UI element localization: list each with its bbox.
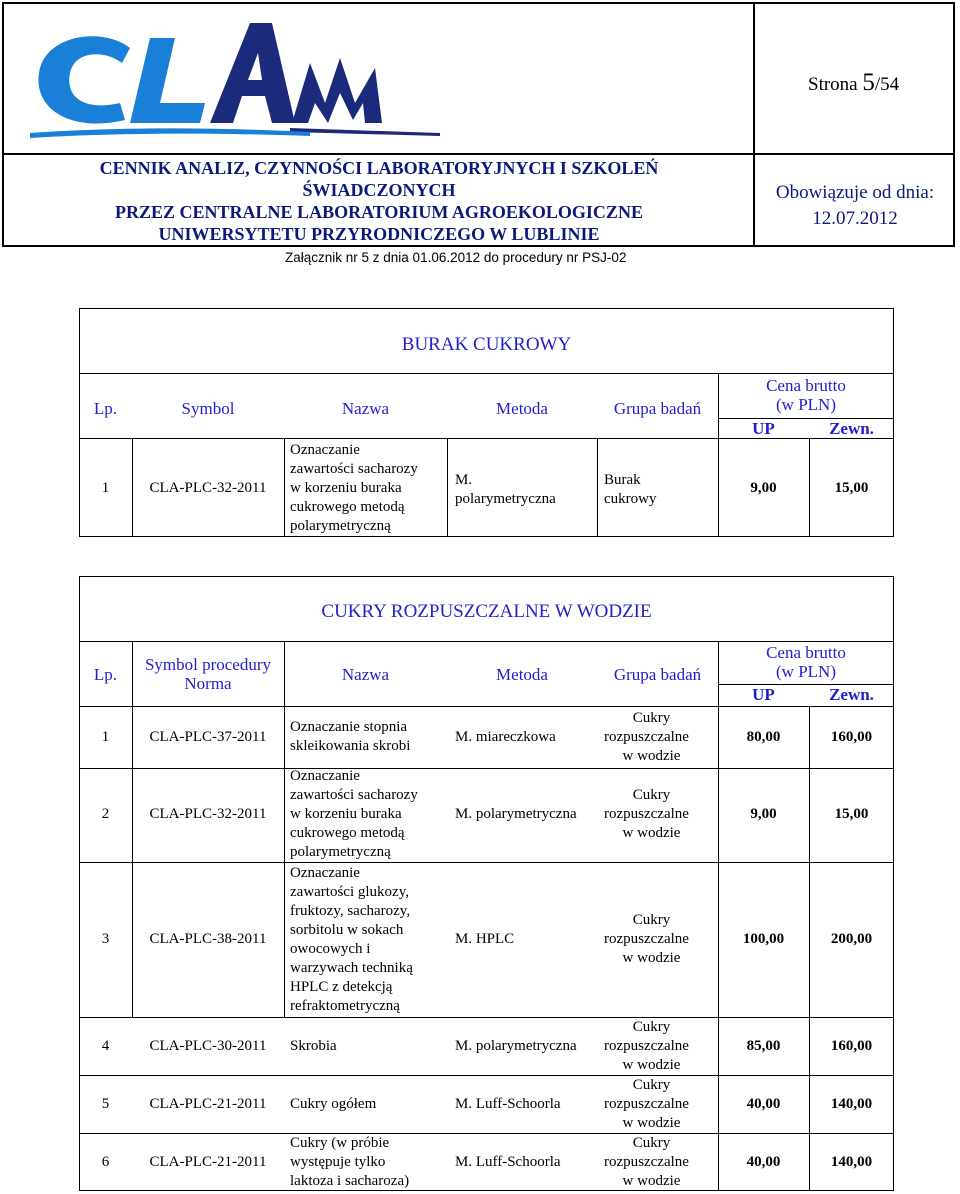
valid-from: Obowiązuje od dnia: 12.07.2012 (775, 182, 935, 229)
table-row-symbol: CLA-PLC-37-2011 (149, 729, 267, 745)
table-row-zewn: 200,00 (830, 931, 873, 947)
table2-title: CUKRY ROZPUSZCZALNE W WODZIE (321, 601, 652, 622)
cla-logo (10, 8, 450, 148)
table-row-grupa: Cukry rozpuszczalne w wodzie (604, 710, 689, 764)
table2-header-metoda: Metoda (496, 665, 548, 684)
table-row-metoda: M. Luff-Schoorla (455, 1154, 561, 1170)
table1-header-grupa: Grupa badań (613, 399, 702, 418)
table1-header-nazwa: Nazwa (341, 399, 390, 418)
svg-text:CLA: CLA (10, 8, 12, 9)
table-row-nazwa: Oznaczanie zawartości glukozy, fruktozy, sacharozy, sorbitolu w sokach owocowych i warzywach techniką HPLC z detekcją refraktometryczną (290, 865, 413, 1014)
table1-header-symbol: Symbol (181, 399, 235, 418)
table1-header-lp: Lp. (93, 399, 118, 418)
table-row-nazwa: Cukry (w próbie występuje tylko laktoza i sacharoza) (290, 1135, 410, 1189)
table-row-zewn: 160,00 (830, 729, 873, 745)
table-row-nazwa: Cukry ogółem (290, 1096, 377, 1112)
table-row-metoda: M. miareczkowa (455, 729, 556, 745)
table-row-grupa: Cukry rozpuszczalne w wodzie (604, 1077, 689, 1131)
page-number: Strona 5/54 (808, 69, 900, 96)
table2-header-grupa: Grupa badań (613, 665, 702, 684)
table2-header-symbol: Symbol procedury Norma (144, 655, 272, 693)
table1-header-up: UP (752, 419, 775, 438)
table-row: 1 (101, 729, 110, 745)
table-row-nazwa: Oznaczanie zawartości sacharozy w korzeniu buraka cukrowego metodą polarymetryczną (290, 768, 418, 860)
table1-header-cena: Cena brutto (w PLN) (766, 376, 846, 414)
table-row-grupa: Cukry rozpuszczalne w wodzie (604, 787, 689, 841)
table-row-up: 80,00 (746, 729, 781, 745)
table1-row-grupa: Burak cukrowy (604, 472, 657, 507)
table-row-up: 40,00 (746, 1096, 781, 1112)
table-row-metoda: M. polarymetryczna (455, 806, 577, 822)
table-row: 3 (101, 931, 110, 947)
table1-row-lp: 1 (101, 480, 110, 496)
attachment-note: Załącznik nr 5 z dnia 01.06.2012 do procedury nr PSJ-02 (285, 250, 627, 265)
table1-header-zewn: Zewn. (829, 419, 874, 438)
table-row-up: 40,00 (746, 1154, 781, 1170)
table-row-metoda: M. polarymetryczna (455, 1038, 577, 1054)
table-row: 4 (101, 1038, 110, 1054)
document-title: CENNIK ANALIZ, CZYNNOŚCI LABORATORYJNYCH I SZKOLEŃ ŚWIADCZONYCH PRZEZ CENTRALNE LABORATORIUM AGROEKOLOGICZNE UNIWERSYTETU PRZYRODNICZEGO W LUBLINIE (99, 158, 659, 244)
table-row-symbol: CLA-PLC-21-2011 (149, 1096, 267, 1112)
table1-row-metoda: M. polarymetryczna (455, 472, 556, 507)
table2-header-up: UP (752, 685, 775, 704)
table1-title: BURAK CUKROWY (401, 334, 572, 355)
table-row-up: 100,00 (742, 931, 785, 947)
table2-header-zewn: Zewn. (829, 685, 874, 704)
table-row: 6 (101, 1154, 110, 1170)
table-row-grupa: Cukry rozpuszczalne w wodzie (604, 912, 689, 966)
table-row: 5 (101, 1096, 110, 1112)
table-row-grupa: Cukry rozpuszczalne w wodzie (604, 1135, 689, 1189)
table-row-zewn: 140,00 (830, 1154, 873, 1170)
table-row-symbol: CLA-PLC-21-2011 (149, 1154, 267, 1170)
table-row-up: 9,00 (750, 806, 777, 822)
table2-header-lp: Lp. (93, 665, 118, 684)
table-row-up: 85,00 (746, 1038, 781, 1054)
table-row: 2 (101, 806, 110, 822)
table-row-symbol: CLA-PLC-38-2011 (149, 931, 267, 947)
table-row-zewn: 140,00 (830, 1096, 873, 1112)
table-row-nazwa: Skrobia (290, 1038, 337, 1054)
table-row-symbol: CLA-PLC-30-2011 (149, 1038, 267, 1054)
table-row-zewn: 15,00 (834, 806, 869, 822)
table1-row-nazwa: Oznaczanie zawartości sacharozy w korzeniu buraka cukrowego metodą polarymetryczną (290, 442, 418, 534)
table1-row-up: 9,00 (750, 480, 777, 496)
table-row-zewn: 160,00 (830, 1038, 873, 1054)
table-row-symbol: CLA-PLC-32-2011 (149, 806, 267, 822)
table-row-grupa: Cukry rozpuszczalne w wodzie (604, 1019, 689, 1073)
table-row-metoda: M. Luff-Schoorla (455, 1096, 561, 1112)
table1-row-zewn: 15,00 (834, 480, 869, 496)
table2-header-cena: Cena brutto (w PLN) (766, 643, 846, 681)
table1-header-metoda: Metoda (496, 399, 548, 418)
table1-row-symbol: CLA-PLC-32-2011 (149, 480, 267, 496)
table2-header-nazwa: Nazwa (341, 665, 390, 684)
table-row-nazwa: Oznaczanie stopnia skleikowania skrobi (290, 719, 411, 754)
table-row-metoda: M. HPLC (455, 931, 515, 947)
